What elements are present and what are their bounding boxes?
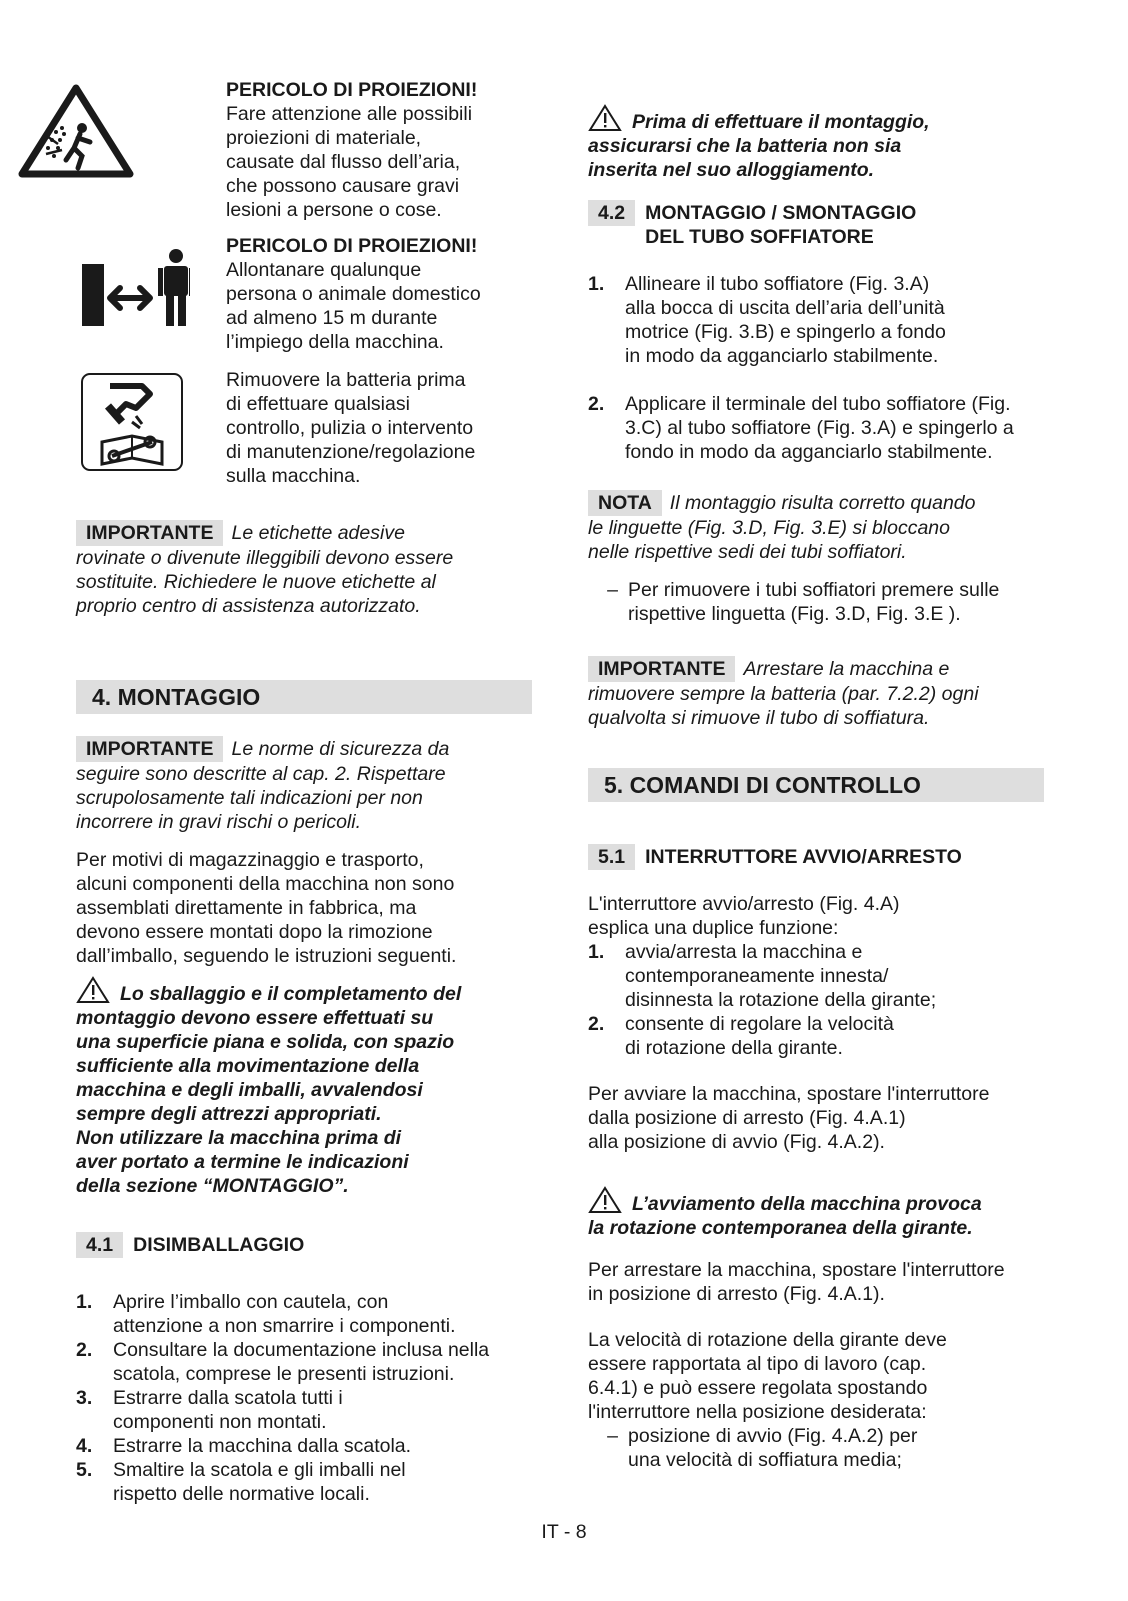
safety-distance-icon	[80, 248, 190, 334]
nota-dash-list	[588, 578, 1058, 626]
warning-title: PERICOLO DI PROIEZIONI!	[226, 235, 478, 257]
nota-tag: NOTA	[588, 490, 662, 516]
subsection-4-2-heading: 4.2 MONTAGGIO / SMONTAGGIO DEL TUBO SOFFIATORE	[588, 200, 916, 249]
warning-triangle-icon	[76, 976, 110, 1004]
important-labels-note: IMPORTANTE Le etichette adesive rovinate o divenute illeggibili devono essere sostituite. Richiedere le nuove etichette al proprio centro di assistenza autorizzato.	[76, 522, 454, 617]
section-4-heading: 4. MONTAGGIO	[76, 680, 532, 714]
start-warning: L’avviamento della macchina provoca la rotazione contemporanea della girante.	[588, 1186, 1058, 1240]
nota-note: NOTA Il montaggio risulta corretto quando le linguette (Fig. 3.D, Fig. 3.E) si bloccano nelle rispettive sedi dei tubi soffiatori.	[588, 492, 976, 563]
list-item: – Per rimuovere i tubi soffiatori premere sulle rispettive linguetta (Fig. 3.D, Fig. 3.E ).	[607, 579, 1000, 625]
switch-intro: L'interruttore avvio/arresto (Fig. 4.A) esplica una duplice funzione: 1. avvia/arresta la macchina e contemporaneamente innesta/ disinnesta la rotazione della girante; 2. consente di regolare la velocità di rotazione della girante.	[588, 892, 1058, 1060]
list-item: 4. Estrarre la macchina dalla scatola.	[76, 1435, 412, 1457]
subsection-5-1-heading: 5.1 INTERRUTTORE AVVIO/ARRESTO	[588, 844, 962, 870]
section-5-heading: 5. COMANDI DI CONTROLLO	[588, 768, 1044, 802]
list-item: 1. Aprire l’imballo con cautela, con attenzione a non smarrire i componenti.	[76, 1291, 456, 1337]
list-item: 1. Allineare il tubo soffiatore (Fig. 3.A) alla bocca di uscita dell’aria dell’unità motrice (Fig. 3.B) e spingerlo a fondo in modo da agganciarlo stabilmente.	[588, 273, 946, 367]
speed-dash-list	[588, 1424, 1058, 1472]
important-remove-tube: IMPORTANTE Arrestare la macchina e rimuovere sempre la batteria (par. 7.2.2) ogni qualvolta si rimuove il tubo di soffiatura.	[588, 658, 979, 729]
mounting-warning: Prima di effettuare il montaggio, assicurarsi che la batteria non sia inserita nel suo alloggiamento.	[588, 104, 1058, 182]
section-4-intro: Per motivi di magazzinaggio e trasporto, alcuni componenti della macchina non sono assemblati direttamente in fabbrica, ma devono essere montati dopo la rimozione dall’imballo, seguendo le istruzioni seguenti.	[76, 849, 457, 967]
important-tag: IMPORTANTE	[588, 656, 735, 682]
projection-hazard-icon	[0, 78, 226, 180]
list-item: 2. Applicare il terminale del tubo soffiatore (Fig. 3.C) al tubo soffiatore (Fig. 3.A) e spingerlo a fondo in modo da agganciarlo stabilmente.	[588, 393, 1014, 463]
list-item: 5. Smaltire la scatola e gli imballi nel rispetto delle normative locali.	[76, 1459, 406, 1505]
mounting-steps	[588, 272, 1058, 464]
list-item: 1. avvia/arresta la macchina e contemporaneamente innesta/ disinnesta la rotazione della girante;	[588, 941, 937, 1011]
warning-title: PERICOLO DI PROIEZIONI!	[226, 79, 478, 101]
warning-triangle-icon	[588, 1186, 622, 1214]
page-number: IT - 8	[541, 1521, 587, 1543]
list-item: 2. consente di regolare la velocità di rotazione della girante.	[588, 1013, 894, 1059]
section-4-warning: Lo sballaggio e il completamento del montaggio devono essere effettuati su una superficie piana e solida, con spazio sufficiente alla movimentazione della macchina e degli imballi, avvalendosi sempre degli attrezzi appropriati. Non utilizzare la macchina prima di aver portato a termine le indicazioni della sezione “MONTAGGIO”.	[76, 976, 546, 1198]
stop-instructions: Per arrestare la macchina, spostare l'interruttore in posizione di arresto (Fig. 4.A.1).	[588, 1259, 1005, 1305]
unpacking-steps	[76, 1290, 546, 1506]
switch-functions	[588, 940, 1058, 1060]
warning-triangle-icon	[588, 104, 622, 132]
important-tag: IMPORTANTE	[76, 736, 223, 762]
list-item: – posizione di avvio (Fig. 4.A.2) per una velocità di soffiatura media;	[607, 1425, 918, 1471]
subsection-4-1-heading: 4.1 DISIMBALLAGGIO	[76, 1232, 304, 1258]
warning-projection: PERICOLO DI PROIEZIONI! Fare attenzione alle possibili proiezioni di materiale, causate dal flusso dell’aria, che possono causare gravi lesioni a persone o cose.	[76, 78, 540, 180]
list-item: 3. Estrarre dalla scatola tutti i componenti non montati.	[76, 1387, 343, 1433]
speed-instructions: La velocità di rotazione della girante deve essere rapportata al tipo di lavoro (cap. 6.4.1) e può essere regolata spostando l'interruttore nella posizione desiderata: – posizione di avvio (Fig. 4.A.2) per una velocità di soffiatura media;	[588, 1328, 1058, 1472]
remove-battery-maintenance-icon	[80, 372, 184, 478]
start-instructions: Per avviare la macchina, spostare l'interruttore dalla posizione di arresto (Fig. 4.A.1) alla posizione di avvio (Fig. 4.A.2).	[588, 1083, 990, 1153]
section-4-important: IMPORTANTE Le norme di sicurezza da seguire sono descritte al cap. 2. Rispettare scrupolosamente tali indicazioni per non incorrere in gravi rischi o pericoli.	[76, 738, 450, 833]
left-column: PERICOLO DI PROIEZIONI! Fare attenzione alle possibili proiezioni di materiale, causate dal flusso dell’aria, che possono causare gravi lesioni a persone o cose. PERICOLO DI PROIEZIONI! Allontanare qualunque persona o animale domestico ad almeno 15 m durante l’impiego della macchina. Rimuovere la batteria prima di effettuare qualsiasi controllo, pulizia o intervento di manutenzione/regolazione sulla macchina. IMPORTANTE Le etichette adesive rovinate o divenute illeggibili devono essere sostituite. Richiedere le nuove etichette al proprio centro di assistenza autorizzato. 4. MONTAGGIO IMPORTANTE Le norme di sicurezza da seguire sono descritte al cap. 2. Rispettare scrupolosamente tali indicazioni per non incorrere in gravi rischi o pericoli. Per motivi di magazzinaggio e trasporto, alcuni componenti della macchina non sono assemblati direttamente in fabbrica, ma devono essere montati dopo la rimozione dall’imballo, seguendo le istruzioni seguenti. Lo sballaggio e il completamento del montaggio devono essere effettuati su una superficie piana e solida, con spazio sufficiente alla movimentazione della macchina e degli imballi, avvalendosi sempre degli attrezzi appropriati. Non utilizzare la macchina prima di aver portato a termine le indicazioni della sezione “MONTAGGIO”. 4.1 DISIMBALLAGGIO 1. Aprire l’imballo con cautela, con attenzione a non smarrire i componenti. 2. Consultare la documentazione inclusa nella scatola, comprese le presenti istruzioni. 3. Estrarre dalla scatola tutti i componenti non montati. 4. Estrarre la macchina dalla scatola. 5. Smaltire la scatola e gli imballi nel rispetto delle normative locali.	[76, 78, 540, 180]
list-item: 2. Consultare la documentazione inclusa nella scatola, comprese le presenti istruzioni.	[76, 1339, 490, 1385]
important-tag: IMPORTANTE	[76, 520, 223, 546]
